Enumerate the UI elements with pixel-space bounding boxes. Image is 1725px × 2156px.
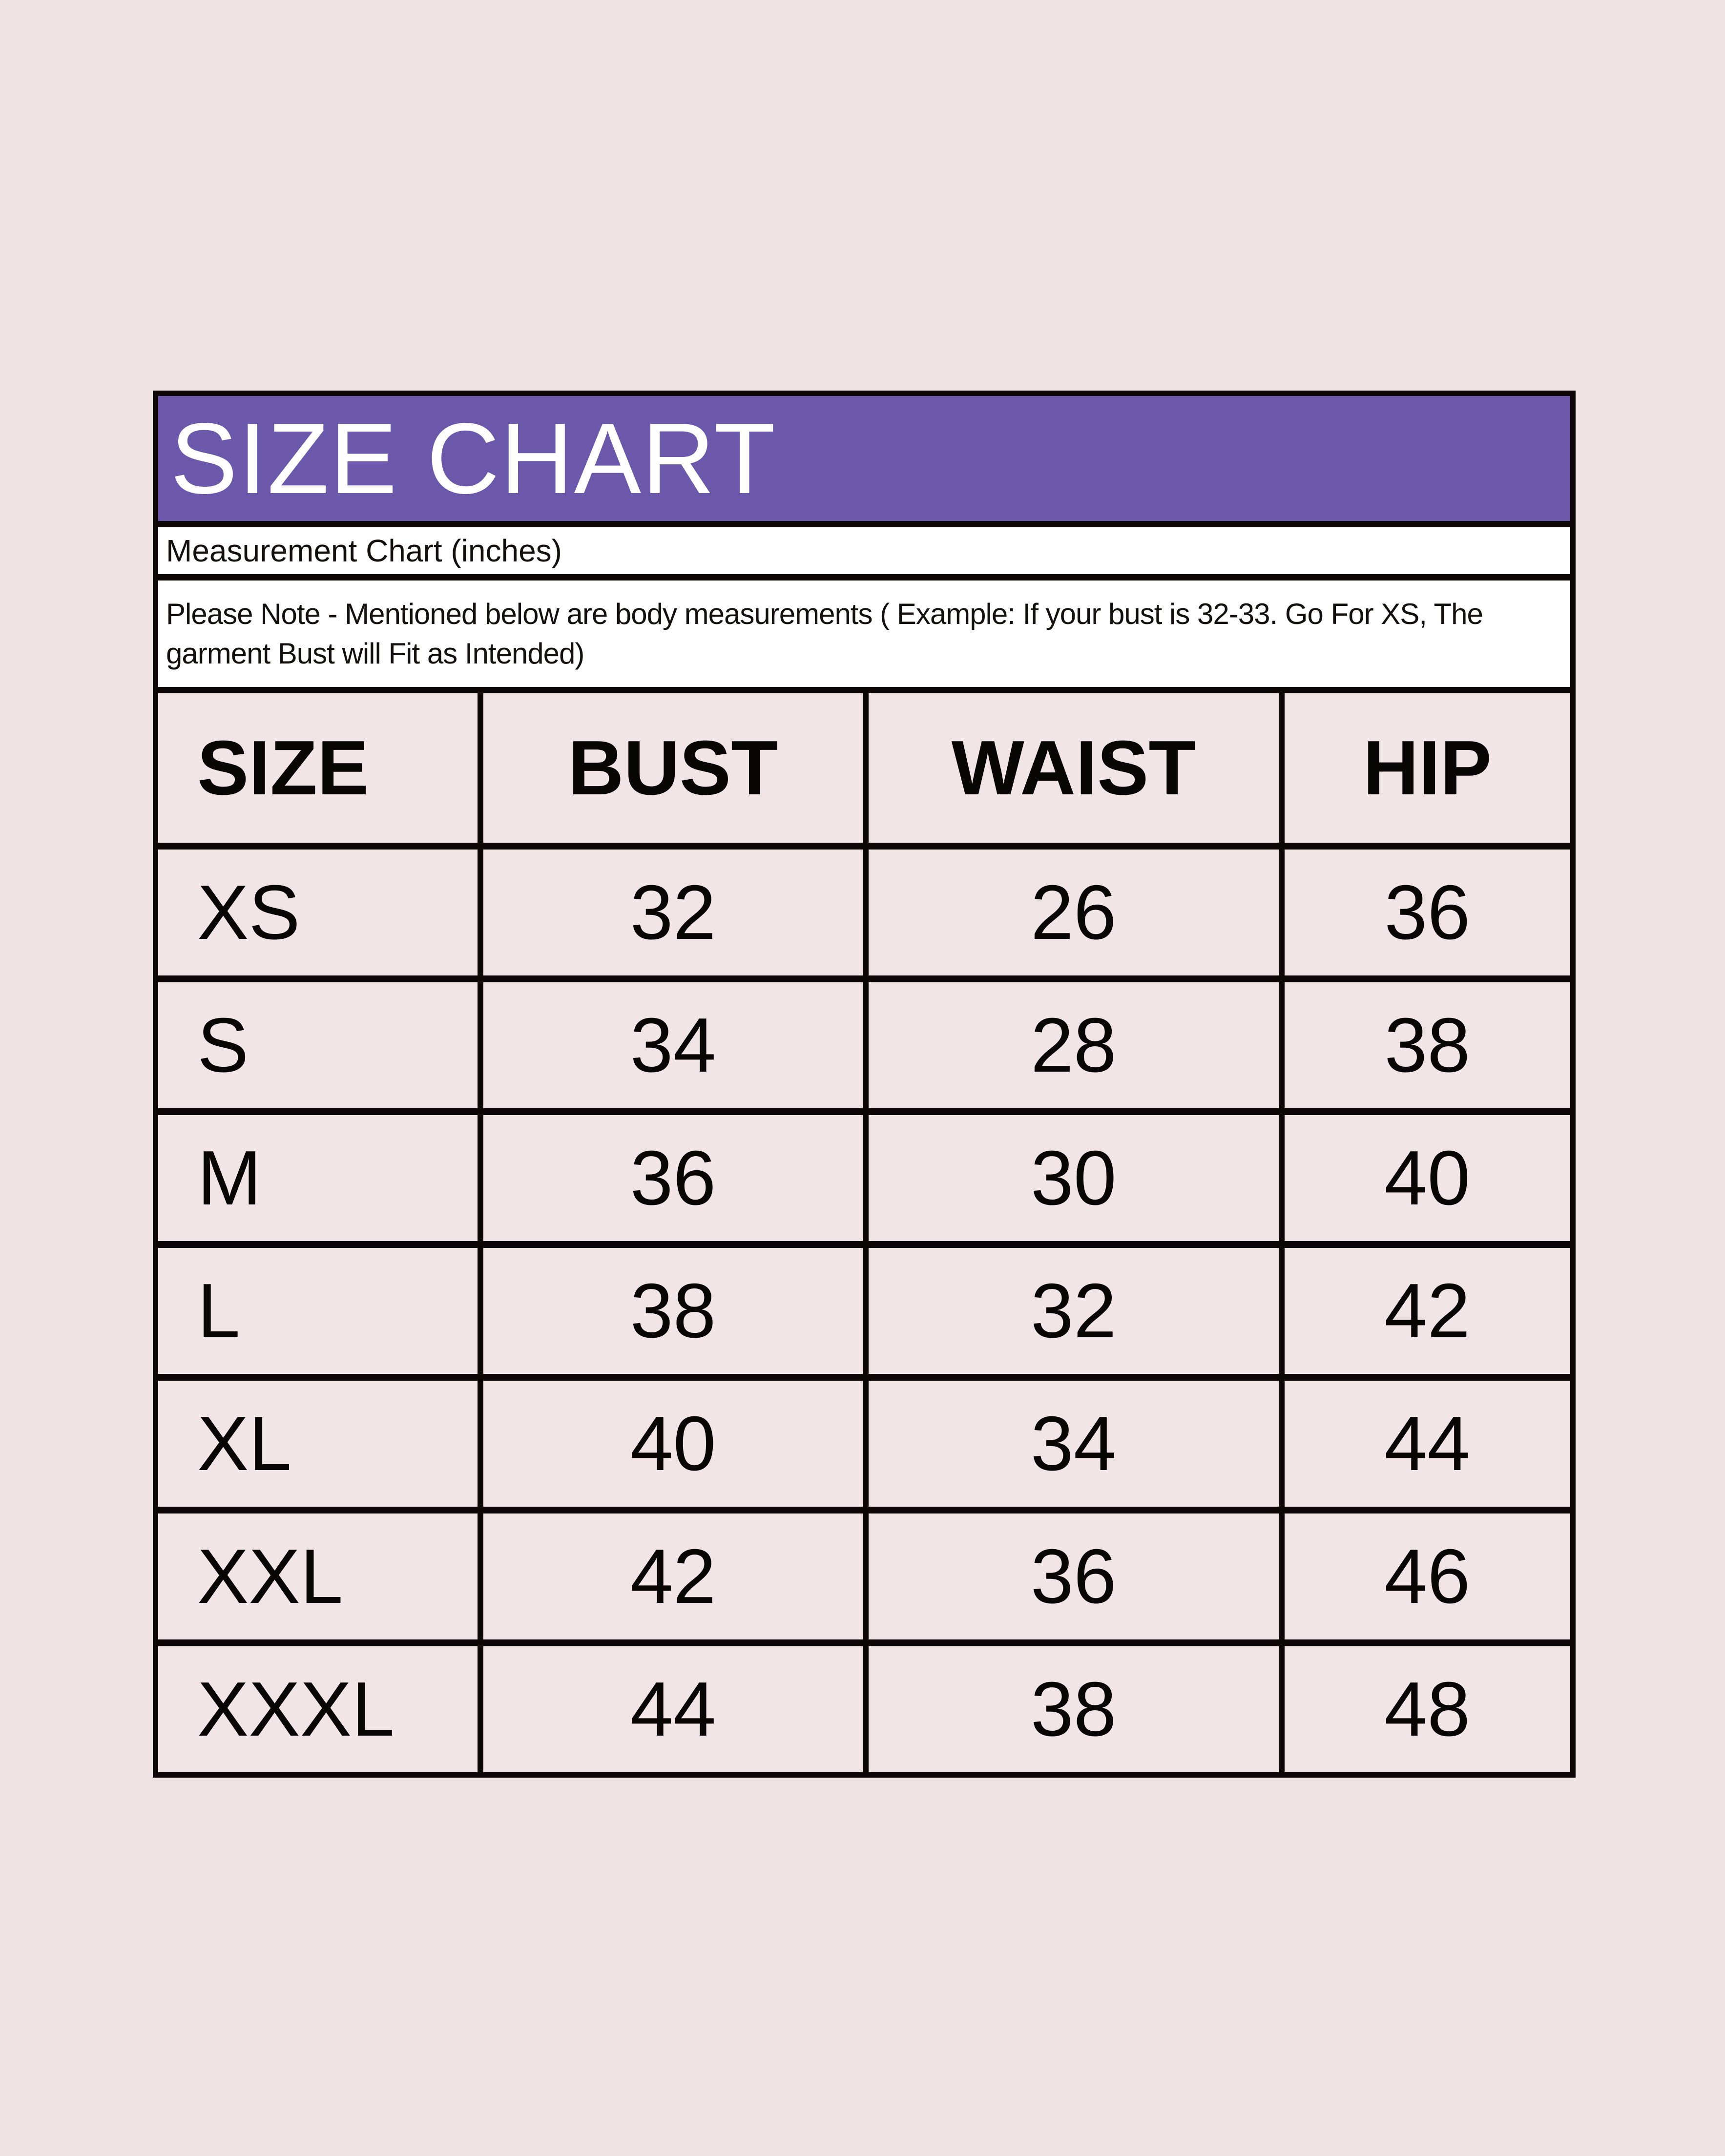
hip-value-l: 42 bbox=[1285, 1248, 1570, 1374]
size-label-xxl: XXL bbox=[158, 1513, 478, 1639]
column-header-size: SIZE bbox=[158, 693, 478, 843]
size-chart-panel bbox=[153, 391, 1576, 1778]
size-label-m: M bbox=[158, 1115, 478, 1241]
waist-value-m: 30 bbox=[869, 1115, 1279, 1241]
waist-value-xxl: 36 bbox=[869, 1513, 1279, 1639]
size-label-xxxl: XXXL bbox=[158, 1646, 478, 1772]
size-table bbox=[158, 693, 1570, 1772]
waist-value-s: 28 bbox=[869, 982, 1279, 1108]
column-header-waist: WAIST bbox=[869, 693, 1279, 843]
size-label-s: S bbox=[158, 982, 478, 1108]
hip-value-xxxl: 48 bbox=[1285, 1646, 1570, 1772]
waist-value-xxxl: 38 bbox=[869, 1646, 1279, 1772]
waist-value-xl: 34 bbox=[869, 1381, 1279, 1507]
size-label-l: L bbox=[158, 1248, 478, 1374]
page-title: SIZE CHART bbox=[170, 402, 776, 515]
note-line-1: Please Note - Mentioned below are body measurements ( Example: If your bust is 32-33. Go For XS, The bbox=[166, 598, 1483, 630]
bust-value-m: 36 bbox=[483, 1115, 863, 1241]
hip-value-s: 38 bbox=[1285, 982, 1570, 1108]
column-header-bust: BUST bbox=[483, 693, 863, 843]
hip-value-m: 40 bbox=[1285, 1115, 1570, 1241]
hip-value-xl: 44 bbox=[1285, 1381, 1570, 1507]
title-bar bbox=[158, 396, 1570, 521]
hip-value-xxl: 46 bbox=[1285, 1513, 1570, 1639]
size-label-xl: XL bbox=[158, 1381, 478, 1507]
note-line-2: garment Bust will Fit as Intended) bbox=[166, 637, 584, 670]
waist-value-xs: 26 bbox=[869, 850, 1279, 975]
bust-value-xs: 32 bbox=[483, 850, 863, 975]
note-bar bbox=[158, 580, 1570, 687]
bust-value-xxxl: 44 bbox=[483, 1646, 863, 1772]
subtitle-bar bbox=[158, 527, 1570, 574]
waist-value-l: 32 bbox=[869, 1248, 1279, 1374]
subtitle-text: Measurement Chart (inches) bbox=[166, 533, 562, 568]
column-header-hip: HIP bbox=[1285, 693, 1570, 843]
bust-value-l: 38 bbox=[483, 1248, 863, 1374]
size-label-xs: XS bbox=[158, 850, 478, 975]
bust-value-xxl: 42 bbox=[483, 1513, 863, 1639]
hip-value-xs: 36 bbox=[1285, 850, 1570, 975]
bust-value-s: 34 bbox=[483, 982, 863, 1108]
bust-value-xl: 40 bbox=[483, 1381, 863, 1507]
